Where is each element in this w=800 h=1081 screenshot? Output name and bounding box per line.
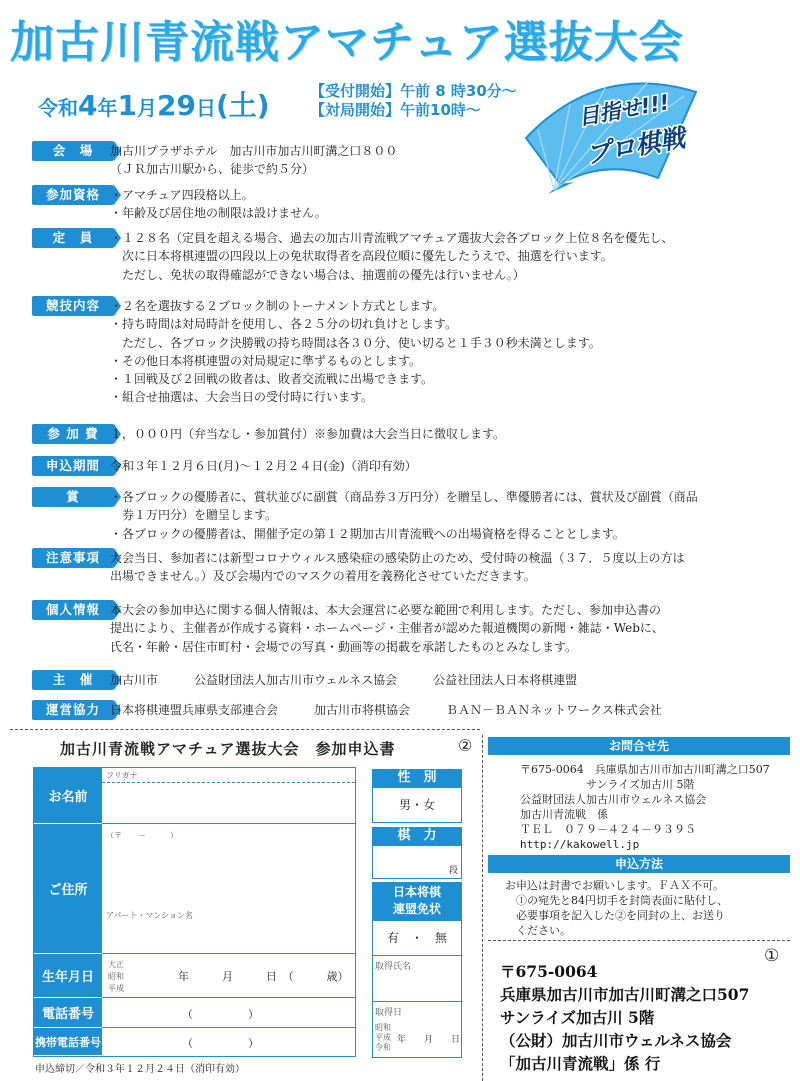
birthdate-label: 生年月日 — [34, 954, 102, 998]
date-month: 1 — [117, 89, 137, 122]
birthdate-field[interactable] — [102, 954, 355, 998]
license-era-heisei: 平成 — [375, 1033, 391, 1042]
license-date-label: 取得日 — [375, 1008, 403, 1018]
method-line: ①の宛先と84円切手を封筒表面に貼付し、 — [505, 894, 728, 907]
name-field[interactable] — [102, 768, 355, 824]
info-line: ・各ブロックの優勝者に、賞状並びに副賞（商品券３万円分）を贈呈し、準優勝者には、賞状及び副賞（商品 — [110, 490, 698, 504]
furigana-divider — [102, 782, 355, 783]
strength-field[interactable] — [372, 845, 462, 879]
inquiry-line: サンライズ加古川 5階 — [520, 778, 695, 791]
info-text — [110, 488, 775, 543]
info-text — [110, 701, 775, 719]
method-line: 必要事項を記入した②を同封の上、お送り — [505, 909, 725, 922]
phone-label: 電話番号 — [34, 998, 102, 1028]
info-line: 本大会の参加申込に関する個人情報は、本大会運営に必要な範囲で利用します。ただし、参加申込書の — [110, 603, 662, 617]
date-day-unit: 日 — [195, 96, 216, 120]
mobile-field[interactable] — [102, 1028, 355, 1055]
phone-field[interactable] — [102, 998, 355, 1028]
info-line: 令和３年１２月６日(月)～１２月２４日(金)（消印有効） — [110, 459, 417, 473]
gender-options[interactable]: 男・女 — [372, 787, 462, 823]
mobile-parens: （ ） — [182, 1037, 259, 1050]
info-text — [110, 297, 775, 407]
info-line: ・持ち時間は対局時計を使用し、各２５分の切れ負けとします。 — [110, 317, 458, 332]
gender-label: 性 別 — [372, 769, 462, 787]
inquiry-header: お問合せ先 — [488, 737, 790, 755]
form-title: 加古川青流戦アマチュア選抜大会 参加申込書 — [60, 740, 396, 758]
event-date — [38, 84, 270, 124]
info-label: 参 加 費 — [32, 424, 114, 444]
license-box — [372, 882, 462, 1058]
date-weekday: (土) — [215, 89, 270, 122]
license-options[interactable]: 有 ・ 無 — [372, 920, 462, 956]
mailing-postal: 〒675-0064 — [500, 962, 598, 981]
license-name-label: 取得氏名 — [375, 962, 412, 972]
mailing-line: （公財）加古川市ウェルネス協会 — [500, 1031, 732, 1050]
info-text — [110, 229, 775, 284]
info-line: ・アマチュア四段格以上。 — [110, 188, 254, 202]
license-era-reiwa: 令和 — [375, 1043, 391, 1052]
inquiry-url[interactable]: http://kakowell.jp — [520, 838, 640, 851]
info-line: ・１回戦及び２回戦の敗者は、敗者交流戦に出場できます。 — [110, 372, 434, 387]
date-day: 29 — [156, 89, 196, 122]
mobile-label: 携帯電話番号 — [34, 1028, 102, 1055]
birthdate-fields: 年 月 日 （ 歳） — [178, 970, 349, 983]
date-year: 4 — [78, 89, 98, 122]
inquiry-block — [520, 762, 770, 852]
info-text — [110, 186, 775, 223]
folding-fan-illustration — [508, 60, 708, 200]
info-label: 注意事項 — [32, 548, 114, 568]
method-block — [505, 878, 728, 938]
fan-text-line2: プロ棋戦 — [583, 123, 688, 170]
mailing-line: サンライズ加古川 5階 — [500, 1008, 655, 1027]
inquiry-line: 〒675-0064 兵庫県加古川市加古川町溝之口507 — [520, 763, 770, 776]
info-text — [110, 549, 775, 586]
era-taisho: 大正 — [108, 960, 124, 969]
info-label: 競技内容 — [32, 296, 114, 316]
info-label: 運営協力 — [32, 700, 114, 720]
info-line: 日本将棋連盟兵庫県支部連合会 加古川市将棋協会 ＢＡＮ－ＢＡＮネットワークス株式会社 — [110, 703, 662, 717]
info-line: 次に日本将棋連盟の四段以上の免状取得者を高段位順に優先したうえで、抽選を行います。 — [110, 249, 613, 264]
info-line: 券１万円分）を贈呈します。 — [110, 508, 278, 523]
date-month-unit: 月 — [136, 96, 157, 120]
info-text — [110, 601, 775, 656]
era-heisei: 平成 — [108, 984, 124, 993]
method-header: 申込方法 — [488, 855, 790, 873]
mailing-address-label — [500, 960, 749, 1075]
license-date-field[interactable] — [372, 1002, 462, 1058]
license-name-field[interactable] — [372, 956, 462, 1002]
info-label: 会 場 — [32, 141, 114, 161]
info-label: 申込期間 — [32, 456, 114, 476]
cut-line — [10, 729, 480, 730]
info-line: ・２名を選抜する２ブロック制のトーナメント方式とします。 — [110, 299, 445, 313]
date-year-unit: 年 — [97, 96, 118, 120]
date-era: 令和 — [38, 96, 78, 120]
application-form-table — [33, 767, 356, 1057]
strength-label: 棋 力 — [372, 827, 462, 845]
form-number: ② — [458, 736, 473, 755]
apartment-hint: アパート・マンション名 — [106, 911, 193, 920]
info-label: 参加資格 — [32, 185, 114, 205]
license-label — [372, 882, 462, 920]
license-era-showa: 昭和 — [375, 1023, 391, 1032]
info-text — [110, 142, 775, 179]
info-line: （ＪＲ加古川駅から、徒歩で約５分） — [110, 162, 315, 177]
postal-hint: （〒 － ） — [106, 831, 178, 840]
application-deadline: 申込締切／令和３年１２月２４日（消印有効） — [35, 1064, 245, 1075]
info-label: 定 員 — [32, 228, 114, 248]
info-line: ・１２８名（定員を超える場合、過去の加古川青流戦アマチュア選抜大会各ブロック上位８名を優先し、 — [110, 231, 674, 245]
info-label: 賞 — [32, 487, 114, 507]
info-line: 出場できません。）及び会場内でのマスクの着用を義務化させていただきます。 — [110, 569, 536, 584]
info-line: 加古川市 公益財団法人加古川市ウェルネス協会 公益社団法人日本将棋連盟 — [110, 673, 578, 687]
info-line: ・その他日本将棋連盟の対局規定に準ずるものとします。 — [110, 353, 422, 368]
info-label: 個人情報 — [32, 600, 114, 620]
info-line: 加古川プラザホテル 加古川市加古川町溝之口８００ — [110, 144, 398, 158]
info-line: ・年齢及び居住地の制限は設けません。 — [110, 206, 327, 221]
info-text — [110, 457, 775, 475]
mailing-line: 兵庫県加古川市加古川町溝之口507 — [500, 985, 750, 1004]
address-cut-line — [488, 940, 790, 941]
info-line: 氏名・年齢・居住市町村・会場での写真・動画等の掲載を承諾したものとみなします。 — [110, 639, 578, 654]
license-label-line2: 連盟免状 — [392, 902, 441, 916]
info-line: 提出により、主催者が作成する資料・ホームページ・主催者が認めた報道機関の新聞・雑誌・Webに、 — [110, 621, 664, 636]
address-field[interactable] — [102, 824, 355, 954]
info-line: ・組合せ抽選は、大会当日の受付時に行います。 — [110, 390, 374, 405]
game-start-time: 【対局開始】午前10時～ — [310, 101, 481, 119]
inquiry-phone: ＴＥＬ ０７９－４２４－９３９５ — [520, 823, 696, 836]
event-times — [310, 82, 517, 120]
info-text — [110, 671, 775, 689]
info-text — [110, 425, 775, 443]
mailing-line: 「加古川青流戦」係 行 — [500, 1054, 661, 1073]
info-line: 大会当日、参加者には新型コロナウィルス感染症の感染防止のため、受付時の検温（３７．５度以上の方は — [110, 551, 685, 565]
method-line: ください。 — [505, 924, 571, 937]
address-label: ご住所 — [34, 824, 102, 954]
method-line: お申込は封書でお願いします。ＦＡＸ不可。 — [505, 879, 725, 892]
inquiry-line: 公益財団法人加古川市ウェルネス協会 — [520, 793, 707, 806]
furigana-hint: フリガナ — [106, 771, 138, 780]
inquiry-line: 加古川青流戦 係 — [520, 808, 608, 821]
info-line: １，０００円（弁当なし・参加賞付）※参加費は大会当日に徴収します。 — [110, 427, 506, 441]
info-line: ただし、免状の取得確認ができない場合は、抽選前の優先は行いません。） — [110, 267, 525, 282]
page-title: 加古川青流戦アマチュア選抜大会 — [10, 17, 684, 68]
strength-unit: 段 — [448, 866, 458, 876]
info-label: 主 催 — [32, 670, 114, 690]
license-date-fields: 年 月 日 — [397, 1035, 461, 1045]
info-line: ただし、各ブロック決勝戦の持ち時間は各３０分、使い切ると１手３０秒未満とします。 — [110, 335, 601, 350]
fan-text-line1: 目指せ!!! — [576, 90, 672, 130]
era-showa: 昭和 — [108, 972, 124, 981]
strength-box — [372, 827, 462, 879]
gender-box — [372, 769, 462, 823]
cut-line-vertical — [482, 735, 483, 1081]
reception-time: 【受付開始】午前 8 時30分～ — [310, 82, 517, 100]
address-number: ① — [764, 946, 780, 966]
license-label-line1: 日本将棋 — [392, 885, 441, 899]
name-label: お名前 — [34, 768, 102, 824]
info-line: ・各ブロックの優勝者は、開催予定の第１２期加古川青流戦への出場資格を得ることとします。 — [110, 526, 625, 541]
phone-parens: （ ） — [182, 1008, 259, 1021]
